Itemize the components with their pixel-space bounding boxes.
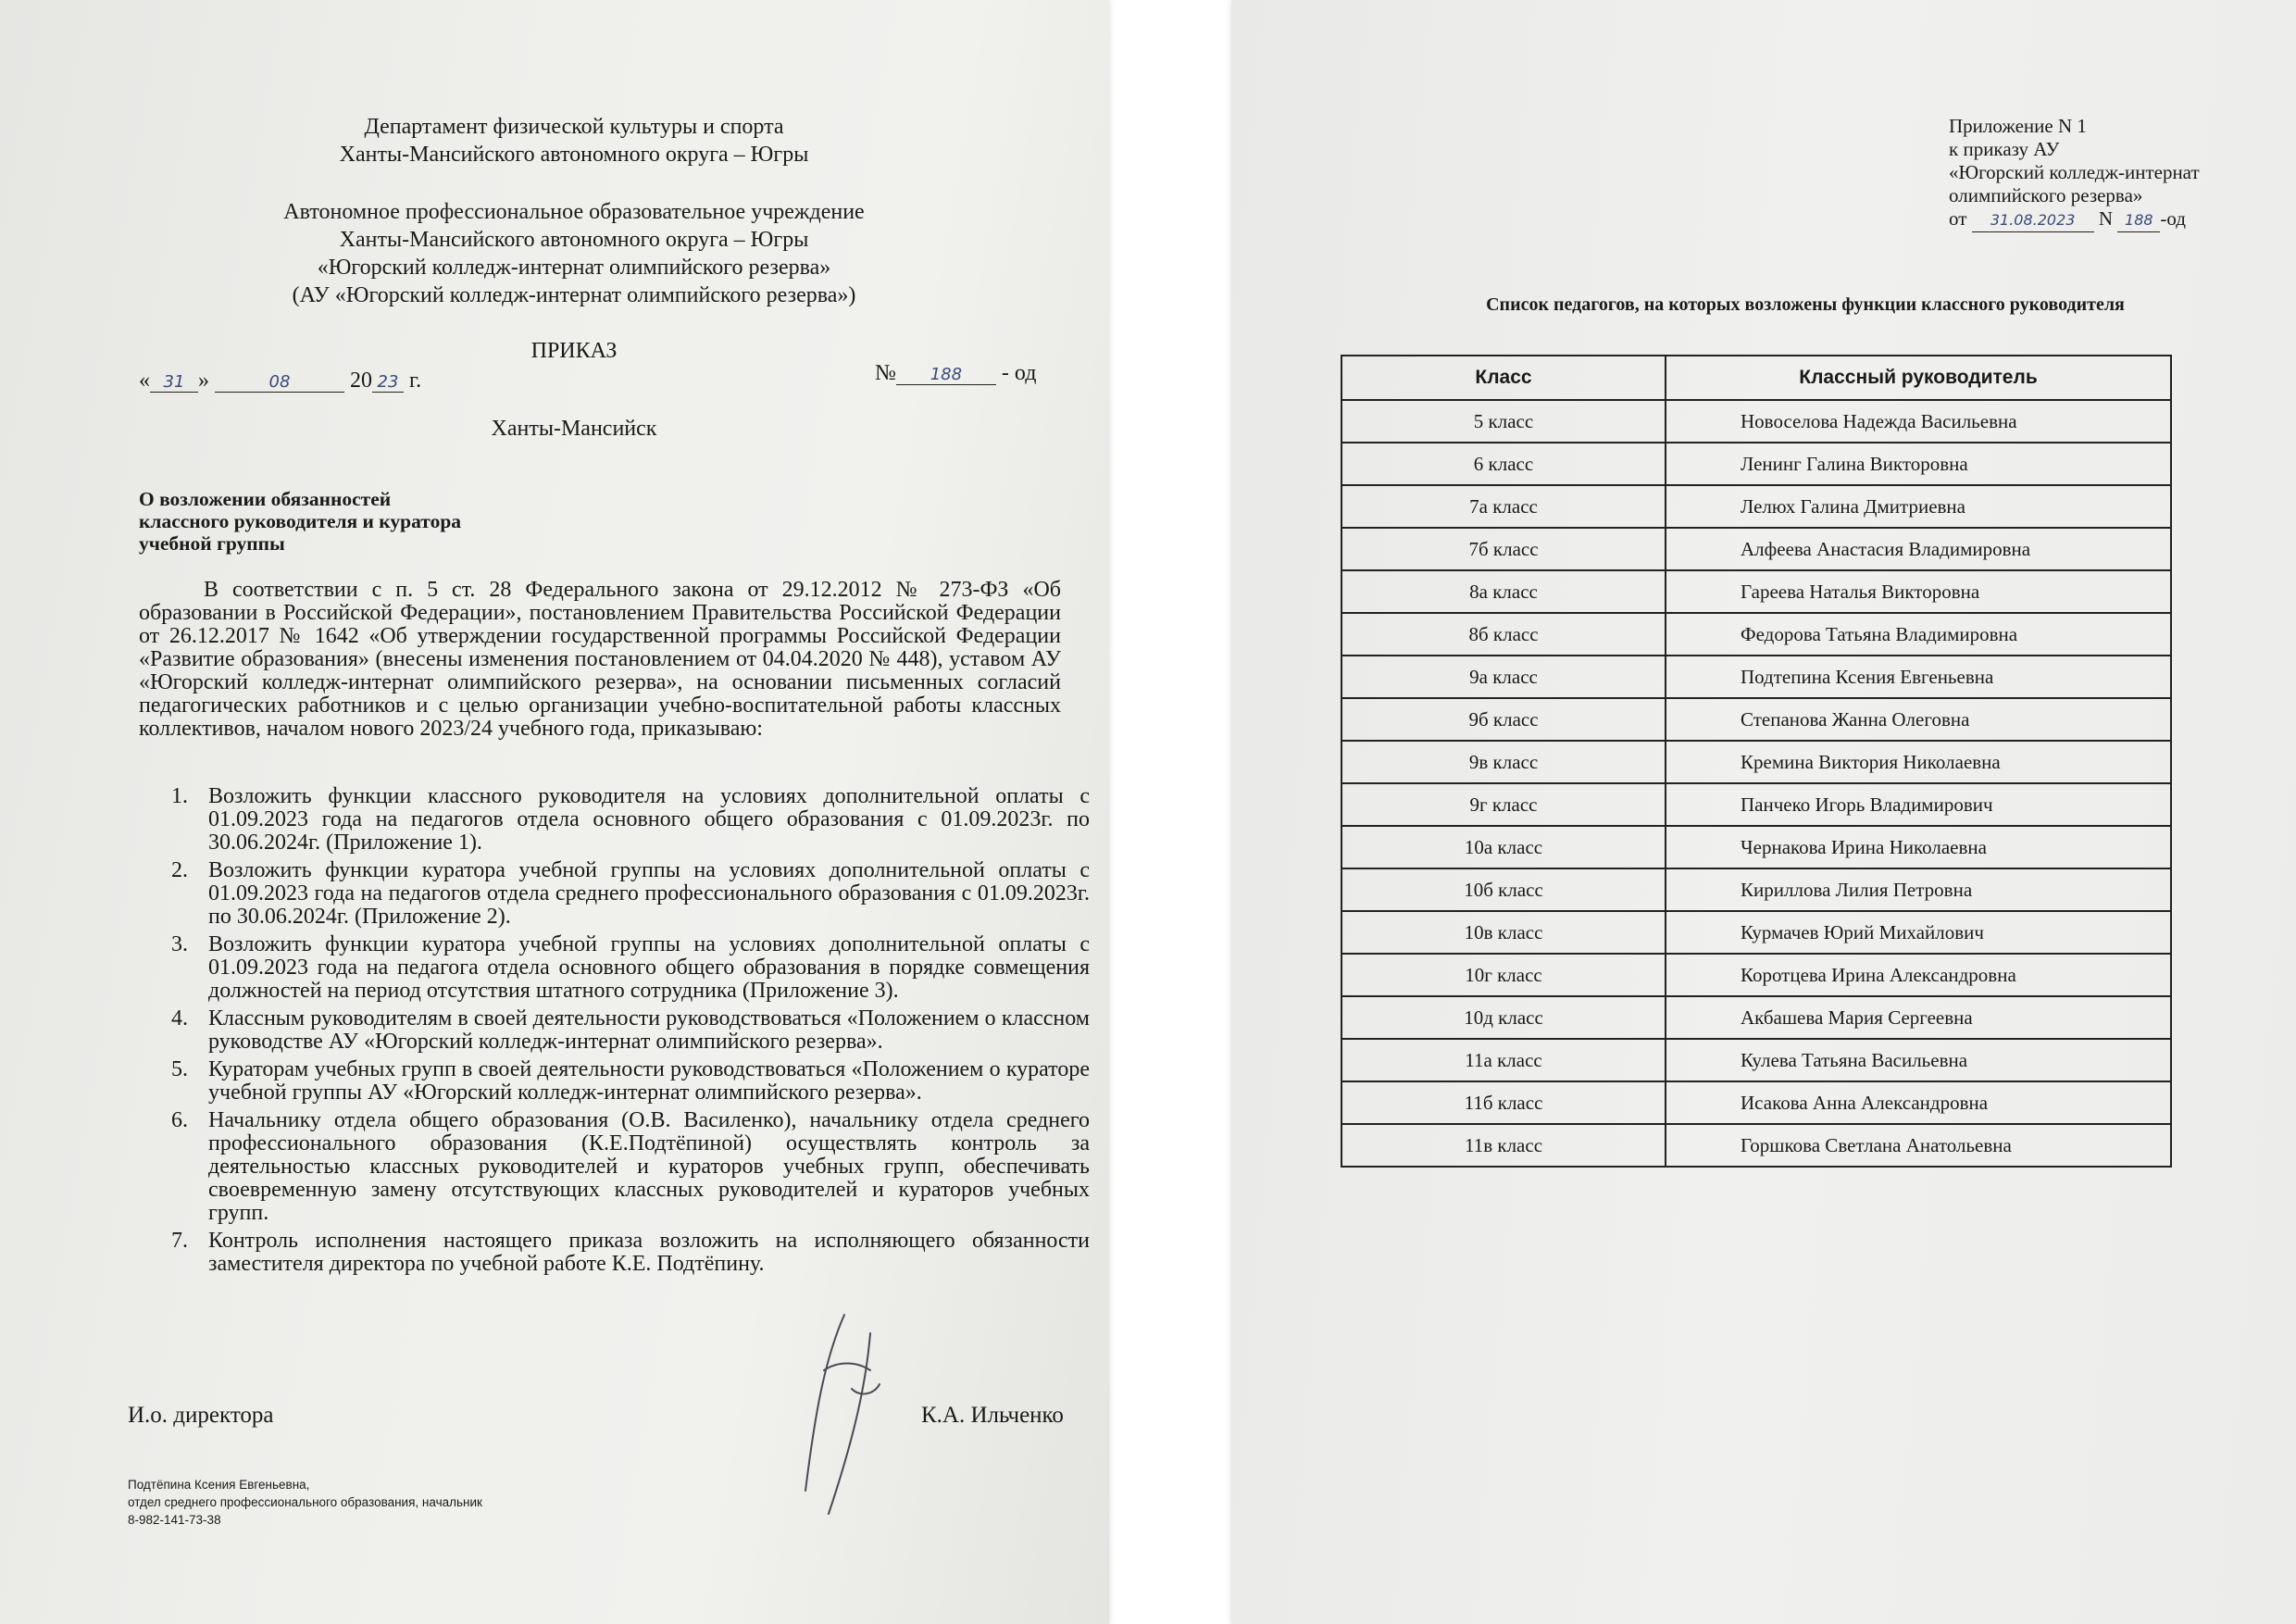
date-quote-open: « [139,369,150,393]
order-item: 2. Возложить функции куратора учебной группы на условиях дополнительной оплаты с 01.09.2023 года на педагогов отдела среднего профессионального образования с 01.09.2023г. по 30.06.2024г. (Приложение 2). [171,858,1090,929]
date-quote-close: » [198,369,209,393]
header-line-5: «Югорский колледж-интернат олимпийского резерва» [317,256,831,280]
table-row: 9б класс Степанова Жанна Олеговна [1341,698,2171,741]
signatory-position: И.о. директора [128,1403,274,1428]
table-row: 8а класс Гареева Наталья Викторовна [1341,570,2171,613]
header-line-1: Департамент физической культуры и спорта [364,115,784,139]
column-header-class: Класс [1341,356,1666,400]
subject-line-1: О возложении обязанностей [139,488,392,510]
appendix-number: 188 [2117,208,2160,232]
order-item: 1. Возложить функции классного руководителя на условиях дополнительной оплаты с 01.09.2023 года на педагогов отдела основного общего образования с 01.09.2023г. по 30.06.2024г. (Приложение 1). [171,784,1090,855]
date-year: 23 [372,372,404,393]
executor-info [128,1476,482,1529]
table-row: 10а класс Чернакова Ирина Николаевна [1341,826,2171,868]
header-line-6: (АУ «Югорский колледж-интернат олимпийского резерва») [292,283,856,307]
header-line-2: Ханты-Мансийского автономного округа – Югры [339,143,809,167]
table-row: 11в класс Горшкова Светлана Анатольевна [1341,1124,2171,1167]
signatory-name: К.А. Ильченко [921,1403,1064,1428]
table-row: 10б класс Кириллова Лилия Петровна [1341,868,2171,911]
number-suffix: - од [1001,361,1037,385]
table-row: 5 класс Новоселова Надежда Васильевна [1341,400,2171,443]
order-preamble: В соответствии с п. 5 ст. 28 Федерального закона от 29.12.2012 № 273-ФЗ «Об образовании в Российской Федерации», постановлением Правительства Российской Федерации от 26.12.2017 № 1642 «Об утверждении государственной программы Российской Федерации «Развитие образования» (внесены изменения постановлением от 04.04.2020 № 448), уставом АУ «Югорский колледж-интернат олимпийского резерва», на основании письменных согласий педагогических работников и с целью организации учебно-воспитательной работы классных коллективов, началом нового 2023/24 учебного года, приказываю: [139,578,1061,741]
order-title: ПРИКАЗ [530,339,618,363]
table-row: 7б класс Алфеева Анастасия Владимировна [1341,528,2171,570]
appendix-line-2: к приказу АУ [1949,138,2060,160]
city: Ханты-Мансийск [491,417,657,441]
order-subject [139,488,461,555]
list-title: Список педагогов, на которых возложены функции классного руководителя [1486,294,2125,315]
appendix-date-line: от 31.08.2023 N 188 -од [1949,207,2200,232]
header-line-4: Ханты-Мансийского автономного округа – Югры [339,228,809,252]
date-month: 08 [215,372,344,393]
header-line-3: Автономное профессиональное образовательное учреждение [283,200,865,224]
table-row: 10г класс Коротцева Ирина Александровна [1341,954,2171,996]
executor-department: отдел среднего профессионального образования, начальник [128,1495,482,1509]
order-item: 3. Возложить функции куратора учебной группы на условиях дополнительной оплаты с 01.09.2023 года на педагога отдела основного общего образования в порядке совмещения должностей на период отсутствия штатного сотрудника (Приложение 3). [171,932,1090,1003]
appendix-line-3: «Югорский колледж-интернат [1949,161,2200,183]
table-row: 10в класс Курмачев Юрий Михайлович [1341,911,2171,954]
subject-line-2: классного руководителя и куратора [139,510,462,532]
table-row: 8б класс Федорова Татьяна Владимировна [1341,613,2171,656]
date-year-suffix: г. [409,369,422,393]
table-row: 9в класс Кремина Виктория Николаевна [1341,741,2171,783]
table-row: 9а класс Подтепина Ксения Евгеньевна [1341,656,2171,698]
order-items [171,785,1090,1280]
order-page [0,0,1109,1624]
date-year-prefix: 20 [350,369,372,393]
order-number-value: 188 [896,365,996,385]
table-row: 7а класс Лелюх Галина Дмитриевна [1341,485,2171,528]
date-day: 31 [150,372,198,393]
appendix-line-1: Приложение N 1 [1949,115,2087,137]
order-item: 4. Классным руководителям в своей деятельности руководствоваться «Положением о классном руководстве АУ «Югорский колледж-интернат олимпийского резерва». [171,1006,1090,1054]
order-date [139,369,421,394]
appendix-line-4: олимпийского резерва» [1949,184,2143,206]
column-header-teacher: Классный руководитель [1666,356,2171,400]
executor-phone: 8-982-141-73-38 [128,1513,221,1527]
table-row: 10д класс Акбашева Мария Сергеевна [1341,996,2171,1039]
number-sign: № [875,361,896,385]
table-row: 11б класс Исакова Анна Александровна [1341,1081,2171,1124]
signature-icon [787,1305,898,1528]
appendix-page [1231,0,2296,1624]
executor-name: Подтёпина Ксения Евгеньевна, [128,1478,310,1492]
order-item: 7. Контроль исполнения настоящего приказа возложить на исполняющего обязанности заместителя директора по учебной работе К.Е. Подтёпину. [171,1229,1090,1276]
table-header-row [1341,356,2171,400]
table-row: 6 класс Ленинг Галина Викторовна [1341,443,2171,485]
class-teachers-table [1341,355,2172,1168]
subject-line-3: учебной группы [139,532,285,555]
order-item: 5. Кураторам учебных групп в своей деятельности руководствоваться «Положением о кураторе учебной группы АУ «Югорский колледж-интернат олимпийского резерва». [171,1057,1090,1105]
order-item: 6. Начальнику отдела общего образования (О.В. Василенко), начальнику отдела среднего профессионального образования (К.Е.Подтёпиной) осуществлять контроль за деятельностью классных руководителей и кураторов учебных групп, обеспечивать своевременную замену отсутствующих классных руководителей и кураторов учебных групп. [171,1108,1090,1225]
order-number [875,361,1036,386]
appendix-header [1949,115,2200,232]
appendix-date: 31.08.2023 [1972,208,2094,232]
table-row: 11а класс Кулева Татьяна Васильевна [1341,1039,2171,1081]
table-row: 9г класс Панчеко Игорь Владимирович [1341,783,2171,826]
